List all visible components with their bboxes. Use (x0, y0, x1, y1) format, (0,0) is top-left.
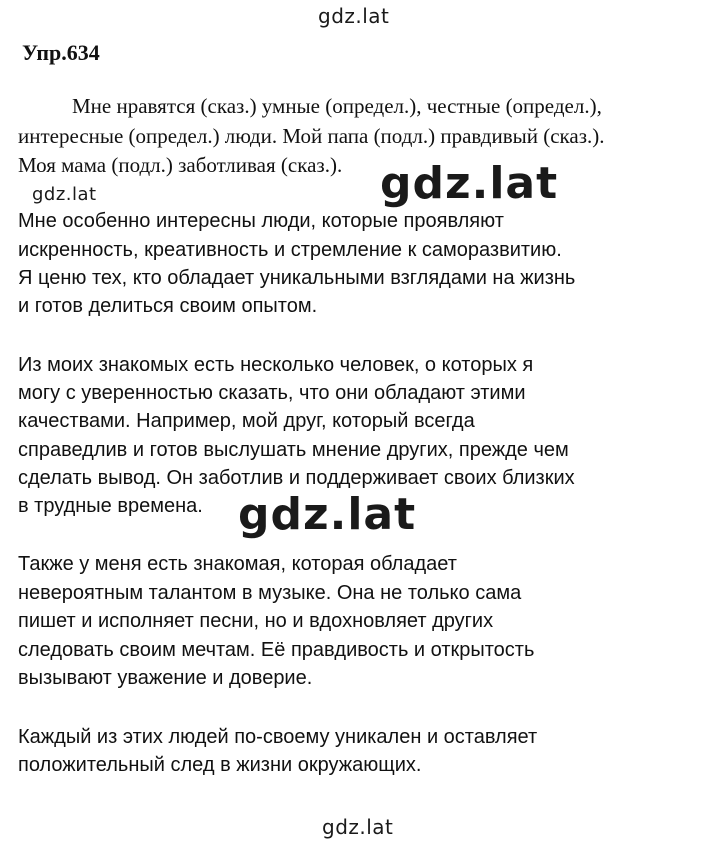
paragraph-line: Из моих знакомых есть несколько человек, о которых я (18, 354, 534, 376)
paragraph-line: и готов делиться своим опытом. (18, 295, 318, 317)
paragraph-line: могу с уверенностью сказать, что они обладают этими (18, 382, 526, 404)
intro-line: Моя мама (подл.) заботливая (сказ.). (18, 153, 343, 177)
watermark-top: gdz.lat (318, 4, 390, 28)
intro-line: Мне нравятся (сказ.) умные (определ.), честные (определ.), (72, 94, 602, 118)
paragraph-line: невероятным талантом в музыке. Она не только сама (18, 582, 522, 604)
paragraph-line: Мне особенно интересны люди, которые проявляют (18, 210, 504, 232)
paragraph-line: в трудные времена. (18, 495, 203, 517)
watermark-big-middle: gdz.lat (238, 489, 417, 540)
paragraph-line: качествами. Например, мой друг, который всегда (18, 410, 475, 432)
paragraph-line: справедлив и готов выслушать мнение других, прежде чем (18, 439, 569, 461)
paragraph-line: положительный след в жизни окружающих. (18, 754, 422, 776)
paragraph-line: вызывают уважение и доверие. (18, 667, 313, 689)
paragraph-line: сделать вывод. Он заботлив и поддерживает своих близких (18, 467, 575, 489)
paragraph-line: Я ценю тех, кто обладает уникальными взглядами на жизнь (18, 267, 576, 289)
intro-line: интересные (определ.) люди. Мой папа (подл.) правдивый (сказ.). (18, 124, 605, 148)
watermark-bottom: gdz.lat (322, 815, 394, 839)
watermark-big-upper: gdz.lat (380, 158, 559, 209)
exercise-title: Упр.634 (22, 40, 100, 65)
watermark-small-left: gdz.lat (32, 184, 97, 205)
paragraph-line: Каждый из этих людей по-своему уникален и оставляет (18, 726, 538, 748)
paragraph-line: пишет и исполняет песни, но и вдохновляет других (18, 610, 494, 632)
paragraph-line: Также у меня есть знакомая, которая обладает (18, 553, 457, 575)
paragraph-line: искренность, креативность и стремление к саморазвитию. (18, 239, 562, 261)
paragraph-line: следовать своим мечтам. Её правдивость и открытость (18, 639, 535, 661)
